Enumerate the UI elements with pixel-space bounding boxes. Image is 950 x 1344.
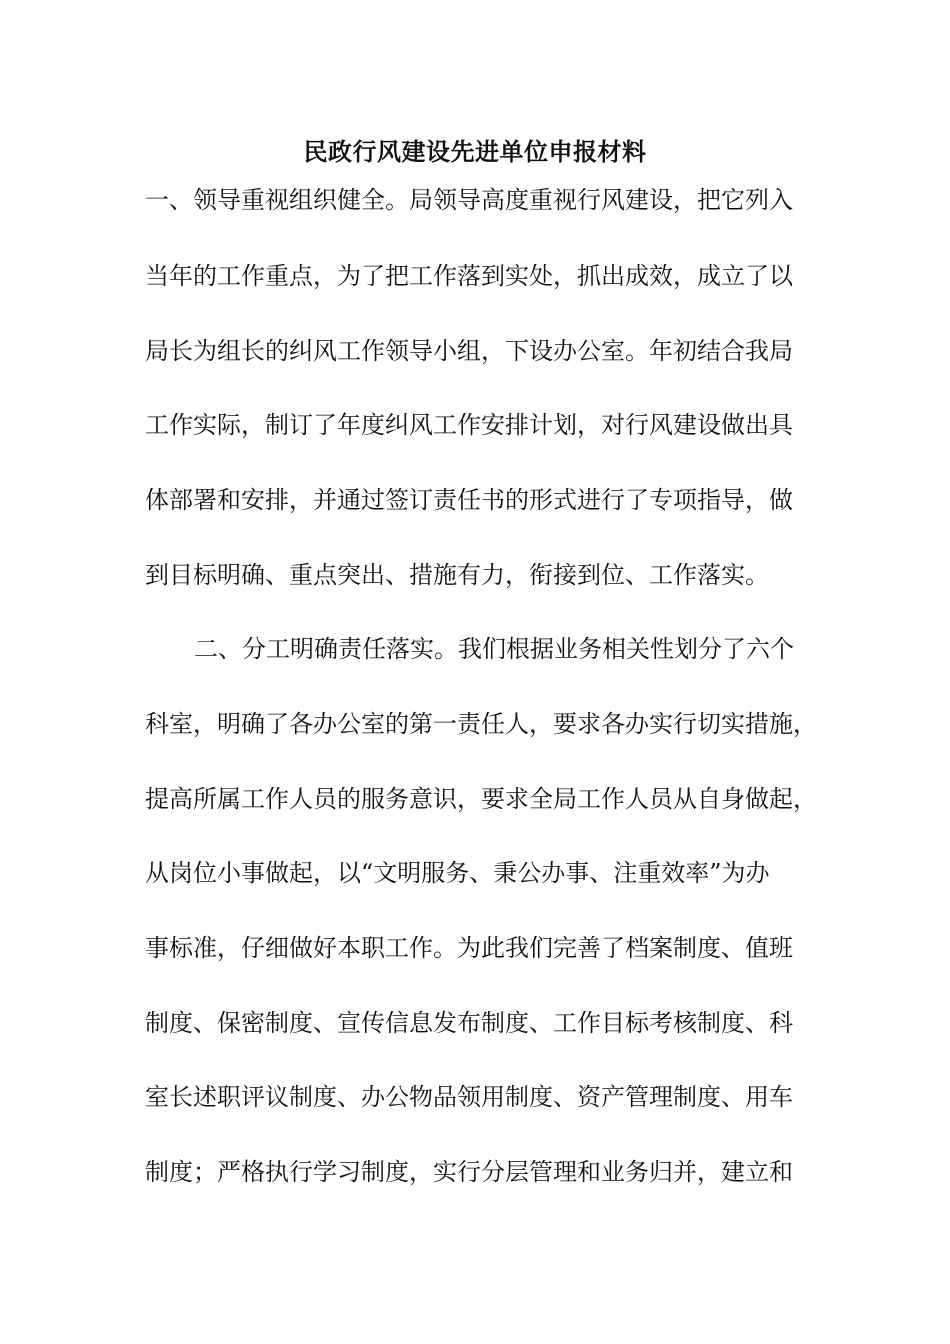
paragraph-line: 制度、保密制度、宣传信息发布制度、工作目标考核制度、科	[145, 1009, 793, 1037]
paragraph-line: 到目标明确、重点突出、措施有力，衔接到位、工作落实。	[145, 561, 769, 589]
paragraph-line: 体部署和安排，并通过签订责任书的形式进行了专项指导，做	[145, 486, 793, 514]
paragraph-line: 一、领导重视组织健全。局领导高度重视行风建设，把它列入	[145, 186, 793, 214]
paragraph-line: 科室，明确了各办公室的第一责任人，要求各办实行切实措施，	[145, 710, 817, 738]
paragraph-line: 局长为组长的纠风工作领导小组，下设办公室。年初结合我局	[145, 337, 793, 365]
paragraph-line: 当年的工作重点，为了把工作落到实处，抓出成效，成立了以	[145, 262, 793, 290]
paragraph-line: 工作实际，制订了年度纠风工作安排计划，对行风建设做出具	[145, 411, 793, 439]
paragraph-line: 二、分工明确责任落实。我们根据业务相关性划分了六个	[194, 635, 794, 663]
paragraph-line: 提高所属工作人员的服务意识，要求全局工作人员从自身做起，	[145, 785, 817, 813]
paragraph-line: 事标准，仔细做好本职工作。为此我们完善了档案制度、值班	[145, 934, 793, 962]
paragraph-line: 从岗位小事做起，以“文明服务、秉公办事、注重效率”为办	[145, 859, 770, 887]
paragraph-line: 制度；严格执行学习制度，实行分层管理和业务归并，建立和	[145, 1158, 793, 1186]
document-title: 民政行风建设先进单位申报材料	[303, 137, 647, 166]
paragraph-line: 室长述职评议制度、办公物品领用制度、资产管理制度、用车	[145, 1083, 793, 1111]
